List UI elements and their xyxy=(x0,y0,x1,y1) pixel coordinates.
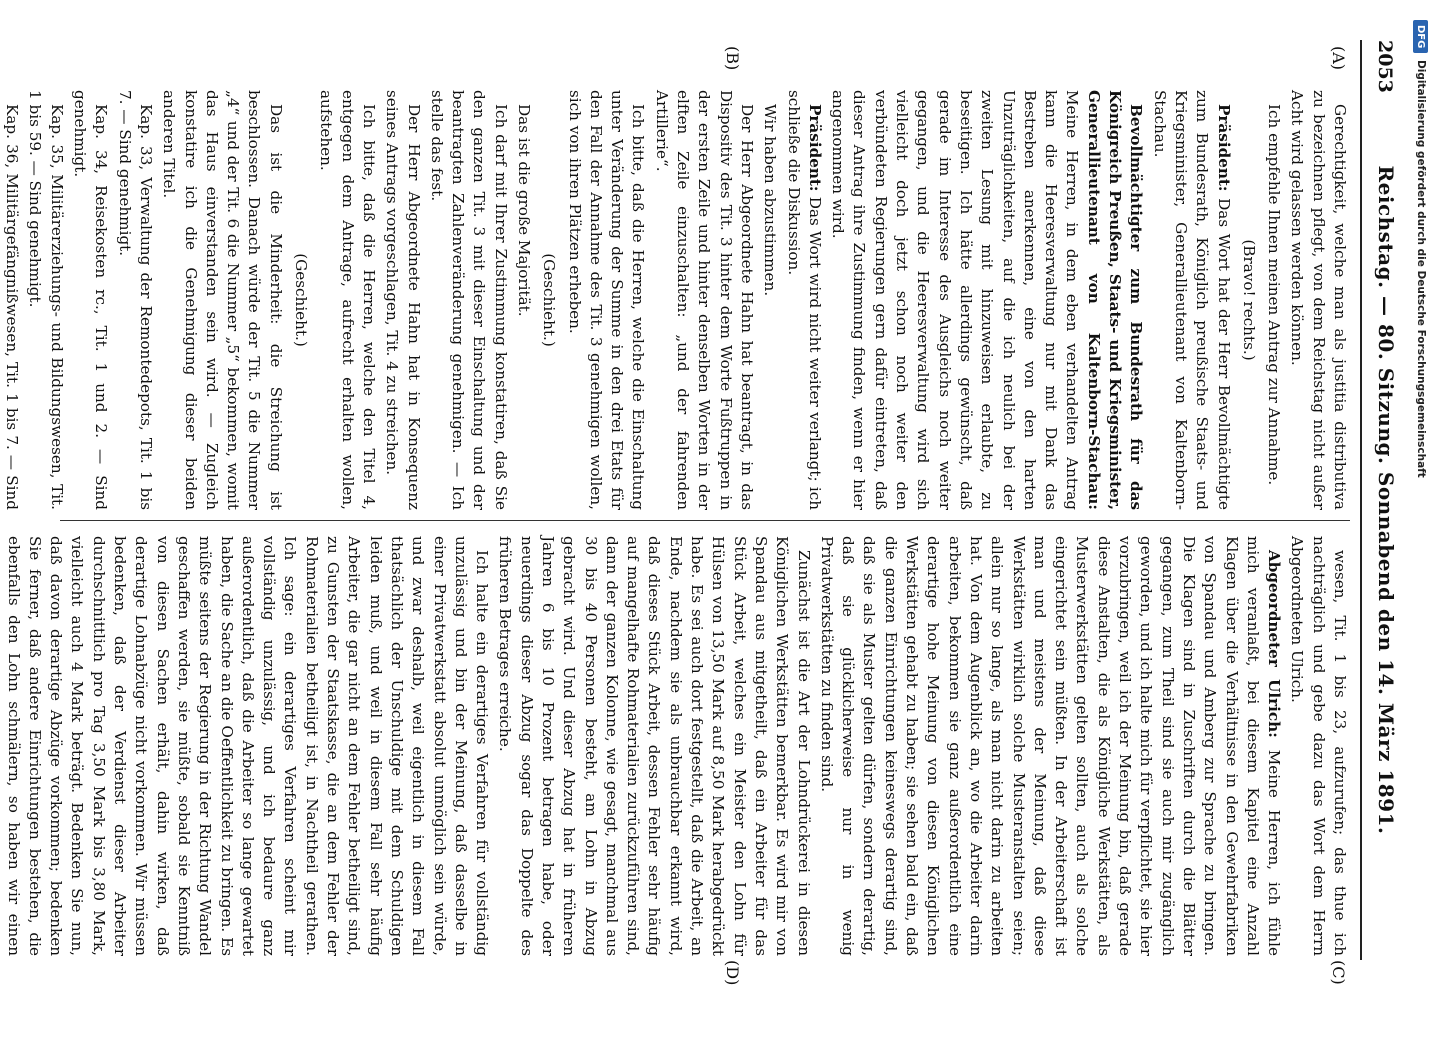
dfg-logo-text: DFG xyxy=(1413,20,1428,53)
paragraph xyxy=(816,536,1285,956)
paragraph-text: (Geschieht.) xyxy=(540,253,559,347)
paragraph-text: Ich darf mit Ihrer Zustimmung konstatiren, daß Sie den ganzen Tit. 3 mit dieser Einschaltung und der beantragten Zahlenveränderung genehmigen. — Ich stelle das fest. xyxy=(427,90,510,510)
paragraph-text: Wir haben abzustimmen. xyxy=(761,104,780,297)
dfg-notice: Digitalisierung gefördert durch die Deutsche Forschungsgemeinschaft xyxy=(1415,60,1427,478)
left-column xyxy=(3,90,1350,510)
paragraph xyxy=(290,90,311,510)
paragraph-text: Das Wort wird nicht weiter verlangt; ich schließe die Diskussion. xyxy=(784,90,824,510)
header-rule xyxy=(1360,40,1362,960)
paragraph xyxy=(513,90,534,510)
speaker-name: Abgeordneter Ulrich: xyxy=(1265,550,1284,738)
paragraph-text: (Bravo! rechts.) xyxy=(1239,239,1258,361)
paragraph xyxy=(0,90,22,510)
paragraph xyxy=(827,90,1146,510)
paragraph-text: Kap. 34, Reisekosten rc., Tit. 1 und 2. — Sind genehmigt. xyxy=(71,90,111,510)
paragraph xyxy=(759,90,780,510)
paragraph xyxy=(158,90,286,510)
paragraph xyxy=(426,90,511,510)
page-header xyxy=(1362,40,1402,960)
paragraph-text: Kap. 33, Verwaltung der Remontedepots, Tit. 1 bis 7. — Sind genehmigt. xyxy=(115,90,155,510)
speaker-name: Bevollmächtigter zum Bundesrath für das Königreich Preußen, Staats- und Kriegsminister, Generallieutenant von Kaltenborn-Stachau: xyxy=(1084,90,1146,510)
paragraph xyxy=(782,90,825,510)
column-divider xyxy=(60,520,1350,521)
paragraph-text: Ich bitte, daß die Herren, welche den Titel 4, entgegen dem Antrage, aufrecht erhalten wollen, aufstehen. xyxy=(317,90,378,510)
paragraph xyxy=(1238,90,1259,510)
paragraph-text: Das Wort hat der Herr Bevollmächtigte zum Bundesrath, Königlich preußische Staats- und Kriegsminister, Generallieutenant von Kaltenborn-Stachau. xyxy=(1150,90,1233,510)
paragraph-text: Kap. 36, Militärgefängnißwesen, Tit. 1 bis 7. — Sind xyxy=(3,104,22,510)
paragraph xyxy=(24,90,67,510)
margin-letter-d: (D) xyxy=(723,960,742,986)
speaker-name: Präsident: xyxy=(805,104,824,192)
paragraph xyxy=(1263,90,1284,510)
paragraph xyxy=(563,90,648,510)
paragraph xyxy=(69,90,112,510)
paragraph xyxy=(1148,90,1233,510)
paragraph xyxy=(1286,536,1350,956)
paragraph-text: Ich bitte, daß die Herren, welche die Einschaltung unter Veränderung der Summe in den drei Etats für den Fall der Annahme des Tit. 3 genehmigen wollen, sich von ihren Plätzen erheben. xyxy=(565,90,648,510)
speaker-name: Präsident: xyxy=(1214,104,1233,192)
paragraph-text: Meine Herren, ich fühle mich veranlaßt, bei diesem Kapitel eine Anzahl Klagen über die Verhältnisse in den Gewehrfabriken von Spandau und Amberg zur Sprache zu bringen. Die Klagen sind in Zuschriften durch die Blätter gegangen, zum Theil sind sie auch mir zugänglich geworden, und ich halte mich für verpflichtet, sie hier vorzubringen, weil ich der Meinung bin, daß gerade diese Anstalten, die als Königliche Werkstätten, als Musterwerkstätten gelten sollten, auch als solche eingerichtet sein müßten. In der Arbeiterschaft ist man und meistens der Meinung, daß diese Werkstätten wirklich solche Musteranstalten seien; allein nur so lange, als man nicht darin zu arbeiten hat. Von dem Augenblick an, wo die Arbeiter darin arbeiten, bekommen sie ganz außerordentlich eine derartige hohe Meinung von diesen Königlichen Werkstätten gehabt zu haben; sie sehen bald ein, daß die ganzen Einrichtungen keineswegs derartig sind, daß sie als Muster gelten dürfen, sondern derartig, daß sie glücklicherweise nur in wenig Privatwerkstätten zu finden sind. xyxy=(817,536,1284,957)
paragraph xyxy=(538,90,559,510)
page-title: Reichstag. — 80. Sitzung. Sonnabend den 14. März 1891. xyxy=(1374,165,1398,835)
paragraph-text: wesen, Tit. 1 bis 23, aufzurufen; das thue ich nachträglich und gebe dazu das Wort dem Herrn Abgeordneten Ulrich. xyxy=(1288,536,1349,956)
margin-letter-a: (A) xyxy=(1329,46,1348,71)
paragraph-text: Meine Herren, in dem eben verhandelten Antrag kann die Heeresverwaltung nur mit Dank das Bestreben anerkennen, eine von den harten Unzuträglichkeiten, auf die ich neulich bei der zweiten Lesung mit hinzuweisen erlaubte, zu beseitigen. Ich hätte allerdings gewünscht, daß gerade im Interesse des Ausgleichs noch weiter gegangen, und die Heeresverwaltung wird sich vielleicht doch jetzt schon noch weiter den verbündeten Regierungen gern dafür eintreten, daß dieser Antrag ihre Zustimmung finden, wenn er hier angenommen wird. xyxy=(829,90,1082,510)
paragraph xyxy=(651,90,757,510)
paragraph xyxy=(113,90,156,510)
margin-letter-c: (C) xyxy=(1329,960,1348,985)
paragraph xyxy=(0,536,492,956)
paragraph-text: Ich empfehle Ihnen meinen Antrag zur Annahme. xyxy=(1265,104,1284,486)
margin-letter-b: (B) xyxy=(723,46,742,71)
paragraph-text: Der Herr Abgeordnete Hahn hat beantragt, in das Dispositiv des Tit. 3 hinter dem Worte Fußtruppen in der ersten Zeile und hinter denselben Worten in der elften Zeile einzuschalten: „und der fahrenden Artillerie“. xyxy=(652,90,756,510)
paragraph xyxy=(381,90,424,510)
paragraph-text: Der Herr Abgeordnete Hahn hat in Konsequenz seines Antrags vorgeschlagen, Tit. 4 zu streichen. xyxy=(383,90,423,510)
paragraph xyxy=(1286,90,1350,510)
paragraph-text: Gerechtigkeit, welche man als justitia distributiva zu bezeichnen pflegt, von dem Reichstag nicht außer Acht wird gelassen werden können. xyxy=(1288,90,1349,510)
right-column xyxy=(4,536,1350,957)
paragraph-text: Das ist die Minderheit: die Streichung ist beschlossen. Danach würde der Tit. 5 die Nummer „4“ und der Tit. 6 die Nummer „5“ bekommen, womit das Haus einverstanden sein wird. — Zugleich konstatire ich die Genehmigung dieser beiden anderen Titel. xyxy=(160,90,285,510)
paragraph-text: Kap. 35, Militärerziehungs- und Bildungswesen, Tit. 1 bis 59. — Sind genehmigt. xyxy=(26,90,66,510)
paragraph-text: Das ist die große Majorität. xyxy=(515,104,534,317)
page-number: 2053 xyxy=(1374,40,1396,93)
paragraph xyxy=(315,90,379,510)
paragraph-text: Zunächst ist die Art der Lohndrückerei in diesen Königlichen Werkstätten bemerkbar. Es wird mir von Spandau aus mitgetheilt, daß ein Arbeiter für das Stück Arbeit, welches ein Meister den Lohn für Hülsen von 13,50 Mark auf 8,50 Mark herabgedrückt habe. Es sei auch dort festgestellt, daß die Arbeit, an Ende, nachdem sie als unbrauchbar erkannt wird, daß dieses Stück Arbeit, dessen Fehler sehr häufig auf mangelhafte Rohmaterialien zurückzuführen sind, dann der ganzen Kolonne, wie gesagt, manchmal aus 30 bis 40 Personen besteht, am Lohn in Abzug gebracht wird. Und dieser Abzug hat in früheren Jahren 6 bis 10 Prozent betragen habe, oder neuerdings dieser Abzug sogar das Doppelte des früheren Betrages erreiche. xyxy=(496,536,813,956)
paragraph-text: Ich halte ein derartiges Verfahren für vollständig unzulässig und bin der Meinung, daß dasselbe in einer Privatwerkstatt absolut unmöglich sein würde, und zwar deshalb, weil eigentlich in diesem Fall thatsächlich der Unschuldige mit dem Schuldigen leiden muß, und weil in diesem Fall sehr häufig Arbeiter, die gar nicht an dem Fehler betheiligt sind, zu Gunsten der Staatskasse, die an dem Fehler der Rohmaterialien betheiligt ist, in Nachtheil gerathen. Ich sage: ein derartiges Verfahren scheint mir vollständig unzulässig, und ich bedaure ganz außerordentlich, daß die Arbeiter so lange gewartet haben, die Sache an die Oeffentlichkeit zu bringen. Es müßte seitens der Regierung in der Richtung Wandel geschaffen werden, sie müßte, sobald sie Kenntniß von diesen Sachen erhält, dahin wirken, daß derartige Lohnabzüge nicht vorkommen. Wir müssen bedenken, daß der Verdienst dieser Arbeiter durchschnittlich pro Tag 3,50 Mark bis 3,80 Mark, vielleicht auch 4 Mark beträgt. Bedenken Sie nun, daß davon derartige Abzüge vorkommen; bedenken Sie ferner, daß andere Einrichtungen bestehen, die ebenfalls den Lohn schmälern, so haben wir einen xyxy=(4,536,492,956)
dfg-sidebar xyxy=(1398,20,1428,1000)
paragraph-text: (Geschieht.) xyxy=(292,253,311,347)
paragraph xyxy=(494,536,813,956)
